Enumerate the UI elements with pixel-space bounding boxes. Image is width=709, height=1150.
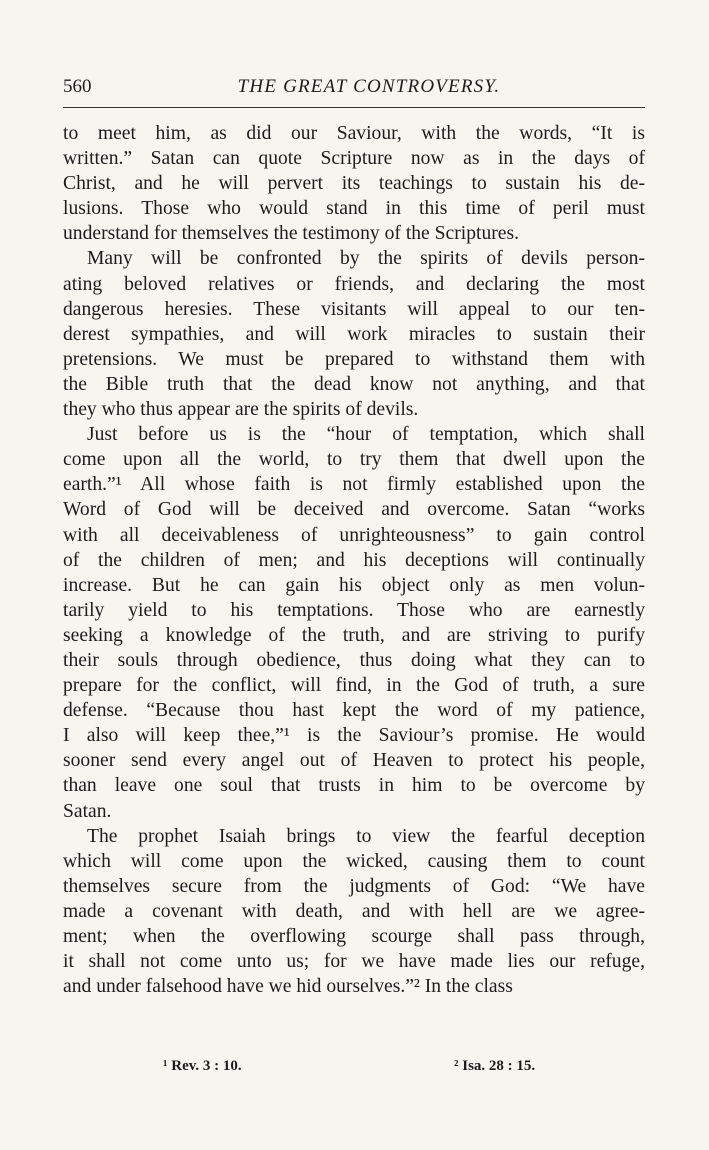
page-number: 560 bbox=[63, 76, 92, 97]
text-line: dangerous heresies. These visitants will appeal to our ten- bbox=[63, 298, 645, 320]
text-line: of the children of men; and his deceptions will continually bbox=[63, 549, 645, 571]
text-line: with all deceivableness of unrighteousness” to gain control bbox=[63, 524, 645, 546]
text-line: seeking a knowledge of the truth, and are striving to purify bbox=[63, 624, 645, 646]
text-line: which will come upon the wicked, causing them to count bbox=[63, 850, 645, 872]
text-line: derest sympathies, and will work miracles to sustain their bbox=[63, 323, 645, 345]
text-line: come upon all the world, to try them that dwell upon the bbox=[63, 449, 645, 471]
text-line: written.” Satan can quote Scripture now as in the days of bbox=[63, 148, 645, 170]
text-line: they who thus appear are the spirits of devils. bbox=[63, 399, 419, 421]
text-line: The prophet Isaiah brings to view the fearful deception bbox=[87, 825, 645, 847]
text-line: to meet him, as did our Saviour, with the words, “It is bbox=[63, 123, 645, 144]
paragraph bbox=[63, 824, 645, 1000]
text-line: Just before us is the “hour of temptation, which shall bbox=[87, 424, 645, 446]
text-line: it shall not come unto us; for we have made lies our refuge, bbox=[63, 951, 645, 973]
text-line: Satan. bbox=[63, 800, 112, 822]
text-line: their souls through obedience, thus doing what they can to bbox=[63, 649, 645, 671]
text-line: tarily yield to his temptations. Those who are earnestly bbox=[63, 599, 645, 621]
text-line: lusions. Those who would stand in this time of peril must bbox=[63, 198, 645, 220]
text-line: prepare for the conflict, will find, in the God of truth, a sure bbox=[63, 675, 645, 697]
text-line: earth.”¹ All whose faith is not firmly established upon the bbox=[63, 474, 645, 496]
paragraph bbox=[63, 422, 645, 824]
paragraph bbox=[63, 246, 645, 422]
running-title: THE GREAT CONTROVERSY. bbox=[237, 76, 501, 97]
text-line: ment; when the overflowing scourge shall pass through, bbox=[63, 926, 645, 947]
text-line: defense. “Because thou hast kept the word of my patience, bbox=[63, 700, 645, 722]
footnote-1: ¹ Rev. 3 : 10. bbox=[163, 1058, 242, 1074]
body-text bbox=[63, 121, 645, 999]
text-line: themselves secure from the judgments of God: “We have bbox=[63, 875, 645, 897]
text-line: than leave one soul that trusts in him to be overcome by bbox=[63, 775, 645, 797]
text-line: ating beloved relatives or friends, and declaring the most bbox=[63, 273, 645, 295]
text-line: the Bible truth that the dead know not anything, and that bbox=[63, 373, 645, 395]
footnote-2: ² Isa. 28 : 15. bbox=[454, 1058, 536, 1074]
header-rule bbox=[63, 107, 645, 108]
text-line: Christ, and he will pervert its teachings to sustain his de- bbox=[63, 173, 645, 195]
text-line: increase. But he can gain his object only as men volun- bbox=[63, 574, 645, 596]
text-line: and under falsehood have we hid ourselves.”² In the class bbox=[63, 976, 513, 998]
page-header bbox=[63, 76, 645, 102]
text-line: Word of God will be deceived and overcome. Satan “works bbox=[63, 499, 645, 521]
text-line: made a covenant with death, and with hell are we agree- bbox=[63, 900, 645, 922]
text-line: sooner send every angel out of Heaven to protect his people, bbox=[63, 750, 645, 772]
text-line: understand for themselves the testimony of the Scriptures. bbox=[63, 223, 519, 245]
text-line: I also will keep thee,”¹ is the Saviour’s promise. He would bbox=[63, 725, 645, 747]
paragraph bbox=[63, 121, 645, 246]
text-line: Many will be confronted by the spirits of devils person- bbox=[87, 248, 645, 270]
text-line: pretensions. We must be prepared to withstand them with bbox=[63, 348, 645, 370]
